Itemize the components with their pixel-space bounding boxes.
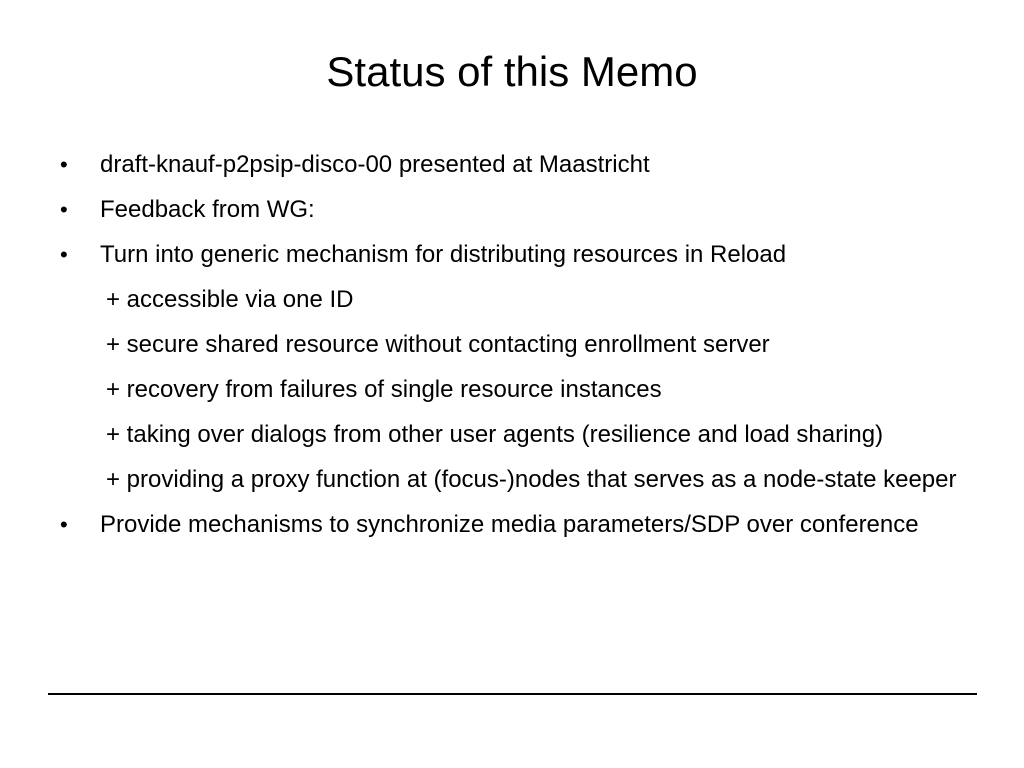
bullet-item (60, 146, 970, 183)
bullet-item (60, 506, 970, 543)
footer-divider (48, 693, 977, 695)
sub-item (60, 461, 970, 498)
bullet-text: draft-knauf-p2psip-disco-00 presented at Maastricht (100, 151, 650, 178)
sub-item-text: + providing a proxy function at (focus-)nodes that serves as a node-state keeper (106, 466, 957, 493)
bullet-item (60, 236, 970, 273)
bullet-item (60, 191, 970, 228)
sub-item-text: + accessible via one ID (106, 286, 354, 313)
slide-title: Status of this Memo (326, 48, 698, 95)
sub-item-text: + recovery from failures of single resource instances (106, 376, 662, 403)
sub-item-text: + secure shared resource without contacting enrollment server (106, 331, 770, 358)
sub-item (60, 326, 970, 363)
sub-item-text: + taking over dialogs from other user agents (resilience and load sharing) (106, 421, 884, 448)
bullet-text: Feedback from WG: (100, 196, 315, 223)
bullet-icon: • (60, 242, 68, 267)
bullet-icon: • (60, 512, 68, 537)
sub-item (60, 281, 970, 318)
bullet-text: Turn into generic mechanism for distributing resources in Reload (100, 241, 787, 268)
sub-item (60, 371, 970, 408)
slide-content (60, 146, 970, 551)
bullet-icon: • (60, 152, 68, 177)
bullet-text: Provide mechanisms to synchronize media parameters/SDP over conference (100, 511, 919, 538)
bullet-icon: • (60, 197, 68, 222)
sub-item (60, 416, 970, 453)
